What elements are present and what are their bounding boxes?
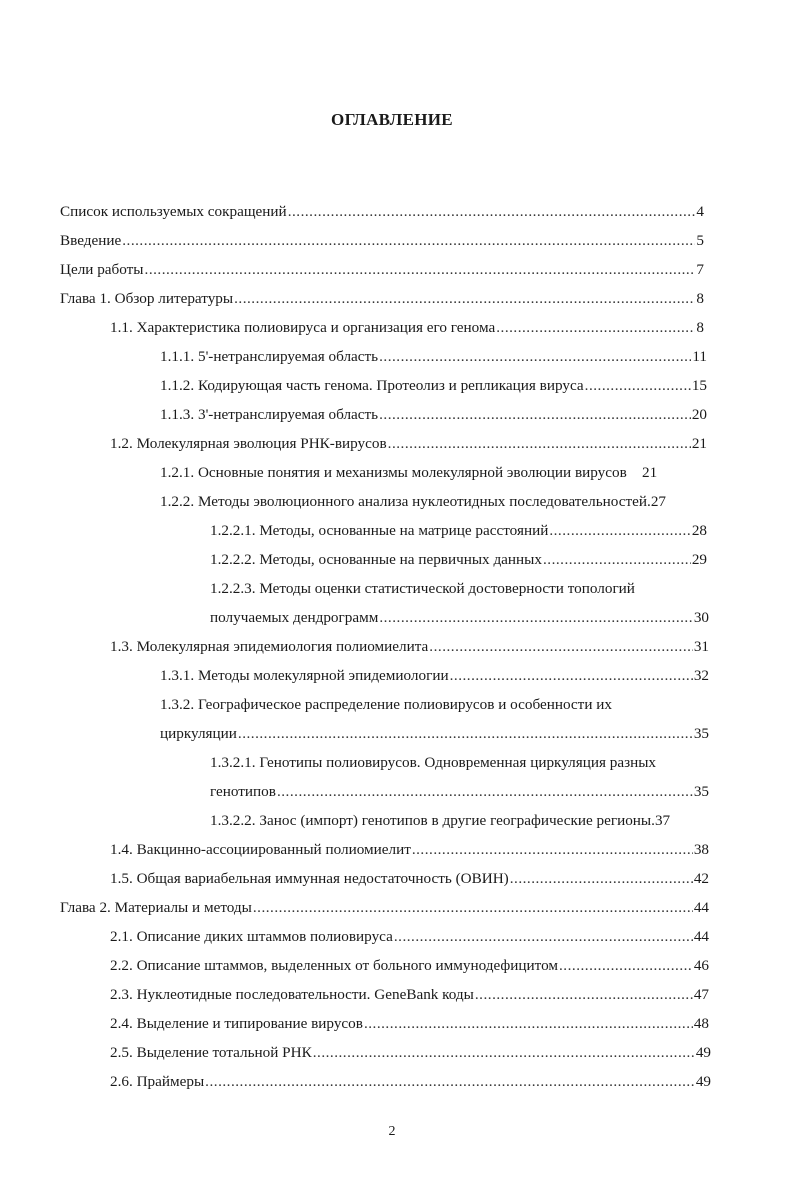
toc-entry-title: 1.1. Характеристика полиовируса и организация его генома [110,319,496,336]
dot-leader [585,376,691,396]
toc-entry-page: 47 [693,986,709,1003]
toc-entry-page: 5 [696,232,704,249]
toc-entry-title: 1.3.1. Методы молекулярной эпидемиологии [160,667,449,684]
toc-entry-title: Введение [60,232,122,249]
toc-entry-page: 30 [693,609,709,626]
toc-entry-title[interactable]: 1.3.2.1. Генотипы полиовирусов. Одновременная циркуляция разных [210,754,656,771]
dot-leader [450,666,693,686]
toc-entry[interactable] [110,840,709,860]
toc-entry[interactable] [110,1072,711,1092]
dot-leader [145,260,696,280]
toc-entry-title: 1.3. Молекулярная эпидемиология полиомиелита [110,638,429,655]
dot-leader [379,405,691,425]
dot-leader [379,608,692,628]
toc-entry[interactable]: 1.3.2.2. Занос (импорт) генотипов в другие географические регионы.37 [210,812,671,829]
page-title: ОГЛАВЛЕНИЕ [331,110,453,129]
toc-entry[interactable] [60,898,709,918]
toc-entry-continuation: генотипов [210,783,276,800]
toc-entry-title: 1.2. Молекулярная эволюция РНК-вирусов [110,435,387,452]
dot-leader [394,927,693,947]
toc-entry-page: 4 [696,203,704,220]
toc-entry-title: 1.2.2. Методы эволюционного анализа нуклеотидных последовательностей [160,493,648,510]
toc-entry[interactable] [160,347,707,367]
toc-entry[interactable] [160,405,707,425]
toc-entry[interactable] [210,782,709,802]
toc-entry-page: 27 [650,493,667,510]
dot-leader [205,1072,695,1092]
toc-entry[interactable] [110,318,704,338]
dot-leader [238,724,693,744]
dot-leader [288,202,696,222]
toc-entry-page: 20 [691,406,707,423]
dot-leader [313,1043,695,1063]
toc-entry[interactable] [110,1014,709,1034]
dot-leader [559,956,693,976]
toc-entry-page: 46 [693,957,709,974]
toc-entry[interactable] [110,927,709,947]
toc-entry[interactable] [160,666,709,686]
toc-entry-page: 49 [695,1044,711,1061]
toc-entry-page: 38 [693,841,709,858]
toc-entry-page: 32 [693,667,709,684]
toc-entry-page: 31 [693,638,709,655]
toc-entry-page: 21 [691,435,707,452]
toc-entry[interactable] [160,376,707,396]
toc-entry-page: 21 [641,464,658,481]
toc-entry-page: 8 [696,290,704,307]
toc-entry[interactable] [60,289,704,309]
dot-leader [549,521,690,541]
toc-entry-page: 35 [693,783,709,800]
toc-entry[interactable] [60,260,704,280]
toc-entry[interactable] [110,985,709,1005]
toc-entry[interactable] [110,637,709,657]
toc-entry[interactable] [60,202,704,222]
toc-entry-title[interactable]: 1.3.2. Географическое распределение полиовирусов и особенности их [160,696,612,713]
toc-entry-title: 1.2.2.1. Методы, основанные на матрице расстояний [210,522,549,539]
toc-entry[interactable] [160,724,709,744]
toc-entry-title: 1.1.2. Кодирующая часть генома. Протеолиз и репликация вируса [160,377,584,394]
toc-entry-title: 1.1.1. 5'-нетранслируемая область [160,348,379,365]
toc-entry-title: 1.3.2.2. Занос (импорт) генотипов в другие географические регионы [210,812,652,829]
toc-entry-page: 37 [654,812,671,829]
toc-entry-title: Глава 1. Обзор литературы [60,290,234,307]
toc-entry[interactable] [110,869,709,889]
toc-entry-page: 15 [691,377,707,394]
toc-entry-title: 2.1. Описание диких штаммов полиовируса [110,928,393,945]
toc-entry[interactable] [210,550,707,570]
toc-entry-page: 44 [693,928,709,945]
dot-leader [510,869,693,889]
toc-entry[interactable] [110,1043,711,1063]
toc-entry-page: 29 [691,551,707,568]
dot-leader [388,434,691,454]
dot-leader [475,985,693,1005]
toc-entry-title: 2.5. Выделение тотальной РНК [110,1044,312,1061]
toc-entry-title: 1.5. Общая вариабельная иммунная недостаточность (ОВИН) [110,870,509,887]
toc-entry-page: 8 [696,319,704,336]
toc-entry-page: 35 [693,725,709,742]
toc-entry-title: Глава 2. Материалы и методы [60,899,252,916]
dot-leader [496,318,695,338]
toc-entry-title: 1.2.2.2. Методы, основанные на первичных данных [210,551,542,568]
toc-entry-title: 1.4. Вакцинно-ассоциированный полиомиелит [110,841,411,858]
dot-leader [234,289,695,309]
toc-entry-title: Цели работы [60,261,144,278]
dot-leader [412,840,693,860]
dot-leader [253,898,693,918]
dot-leader [543,550,691,570]
toc-entry[interactable] [210,608,709,628]
toc-entry-continuation: получаемых дендрограмм [210,609,379,626]
toc-entry[interactable] [210,521,707,541]
toc-entry-page: 11 [692,348,707,365]
toc-entry[interactable] [60,231,704,251]
toc-entry-continuation: циркуляции [160,725,237,742]
toc-entry-page: 42 [693,870,709,887]
toc-entry-page: 28 [691,522,707,539]
toc-entry-title: 1.1.3. 3'-нетранслируемая область [160,406,379,423]
dot-leader [379,347,691,367]
toc-entry-title[interactable]: 1.2.2.3. Методы оценки статистической достоверности топологий [210,580,635,597]
toc-entry[interactable] [110,956,709,976]
toc-entry[interactable] [160,463,657,483]
page-number: 2 [388,1124,396,1139]
toc-entry-page: 48 [693,1015,709,1032]
toc-entry[interactable] [110,434,707,454]
toc-entry-title: 2.4. Выделение и типирование вирусов [110,1015,363,1032]
dot-leader [429,637,693,657]
toc-entry[interactable]: 1.2.2. Методы эволюционного анализа нуклеотидных последовательностей.27 [160,493,667,510]
toc-entry-title: 2.6. Праймеры [110,1073,205,1090]
toc-entry-title: 1.2.1. Основные понятия и механизмы молекулярной эволюции вирусов [160,464,627,481]
dot-leader [122,231,695,251]
dot-leader [277,782,693,802]
toc-entry-page: 44 [693,899,709,916]
toc-entry-title: 2.2. Описание штаммов, выделенных от больного иммунодефицитом [110,957,558,974]
toc-entry-title: 2.3. Нуклеотидные последовательности. GeneBank коды [110,986,474,1003]
dot-leader [364,1014,693,1034]
toc-entry-page: 49 [695,1073,711,1090]
toc-entry-title: Список используемых сокращений [60,203,287,220]
toc-entry-page: 7 [696,261,704,278]
